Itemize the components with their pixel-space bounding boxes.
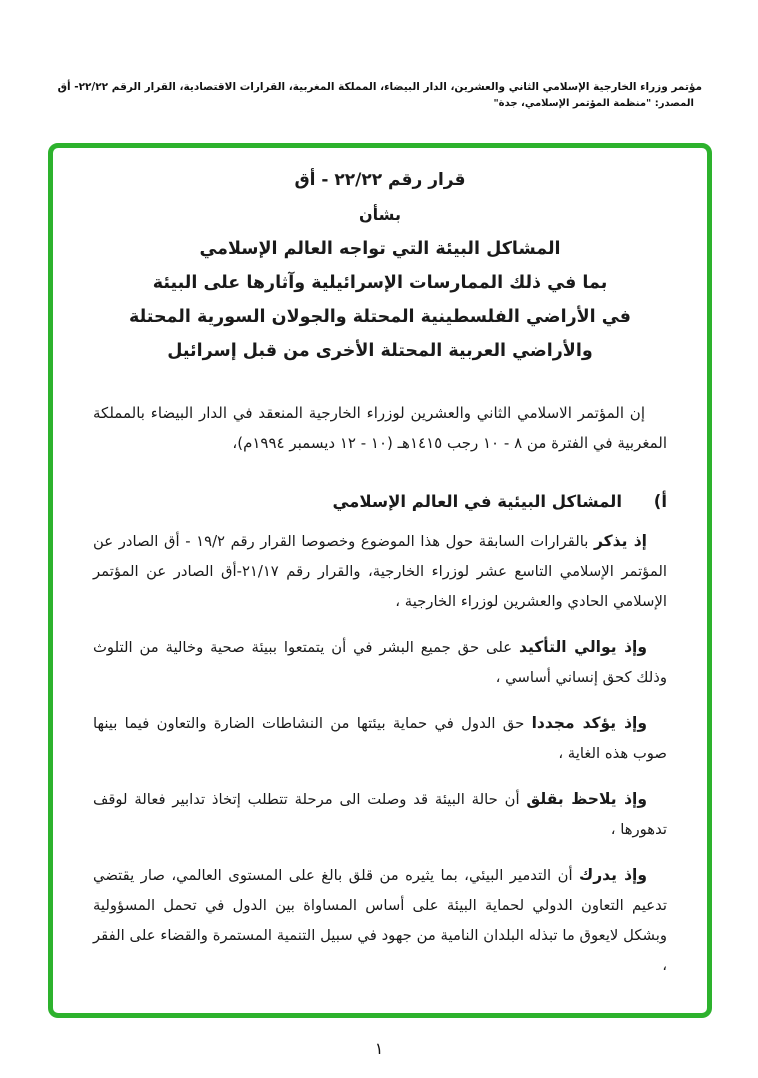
section-label: أ) bbox=[653, 492, 667, 511]
title-block bbox=[93, 170, 667, 368]
title-line-1: المشاكل البيئة التي تواجه العالم الإسلامي bbox=[199, 239, 561, 259]
clause-4-body: أن حالة البيئة قد وصلت الى مرحلة تتطلب إتخاذ تدابير فعالة لوقف تدهورها ، bbox=[93, 791, 667, 838]
clause-2-lead: وإذ يوالي التأكيد bbox=[519, 638, 647, 656]
clause-3-body: حق الدول في حماية بيئتها من النشاطات الضارة والتعاون فيما بينها صوب هذه الغاية ، bbox=[93, 715, 667, 762]
clause-4-lead: وإذ يلاحظ بقلق bbox=[526, 790, 647, 808]
clause-4 bbox=[93, 784, 667, 845]
concerning-label: بشأن bbox=[359, 205, 401, 224]
preamble-paragraph: إن المؤتمر الاسلامي الثاني والعشرين لوزراء الخارجية المنعقد في الدار البيضاء بالمملكة المغربية في الفترة من ٨ - ١٠ رجب ١٤١٥هـ (١٠ - ١٢ ديسمبر ١٩٩٤م)، bbox=[93, 404, 667, 452]
header-citation: مؤتمر وزراء الخارجية الإسلامي الثاني والعشرين، الدار البيضاء، المملكة المغربية، القرارات الاقتصادية، القرار الرقم ٢٢/٢٢- أق bbox=[57, 81, 702, 93]
section-heading bbox=[93, 492, 667, 511]
clause-3-lead: وإذ يؤكد مجددا bbox=[531, 714, 647, 732]
resolution-number: قرار رقم ٢٢/٢٢ - أق bbox=[294, 170, 466, 190]
title-line-2: بما في ذلك الممارسات الإسرائيلية وآثارها على البيئة bbox=[152, 273, 608, 293]
clause-3 bbox=[93, 708, 667, 769]
title-line-4: والأراضي العربية المحتلة الأخرى من قبل إسرائيل bbox=[167, 341, 593, 361]
section-title: المشاكل البيئية في العالم الإسلامي bbox=[332, 492, 623, 511]
clause-1-body: بالقرارات السابقة حول هذا الموضوع وخصوصا القرار رقم ١٩/٢ - أق الصادر عن المؤتمر الإسلامي التاسع عشر لوزراء الخارجية، والقرار رقم ٢١/١٧-أق الصادر عن المؤتمر الإسلامي الحادي والعشرين لوزراء الخارجية ، bbox=[93, 533, 668, 610]
clause-2 bbox=[93, 632, 667, 693]
document-header bbox=[46, 80, 702, 109]
clause-5-lead: وإذ يدرك bbox=[579, 866, 647, 884]
title-line-3: في الأراضي الفلسطينية المحتلة والجولان السورية المحتلة bbox=[129, 307, 631, 327]
header-source: المصدر: "منظمة المؤتمر الإسلامي، جدة" bbox=[493, 98, 694, 109]
clause-2-body: على حق جميع البشر في أن يتمتعوا ببيئة صحية وخالية من التلوث وذلك كحق إنساني أساسي ، bbox=[93, 639, 667, 686]
clause-5-body: أن التدمير البيئي، بما يثيره من قلق بالغ على المستوى العالمي، صار يقتضي تدعيم التعاون الدولي لحماية البيئة على أساس المساواة بين الدول في تحمل المسؤولية وبشكل لايعوق ما تبذله البلدان النامية من جهود في سبيل التنمية المستمرة والقضاء على الفقر ، bbox=[93, 867, 667, 974]
clause-1 bbox=[93, 526, 667, 617]
clause-1-lead: إذ يذكر bbox=[593, 532, 647, 550]
page-number: ١ bbox=[374, 1039, 384, 1058]
clause-5 bbox=[93, 860, 667, 981]
content-frame bbox=[48, 143, 712, 1018]
